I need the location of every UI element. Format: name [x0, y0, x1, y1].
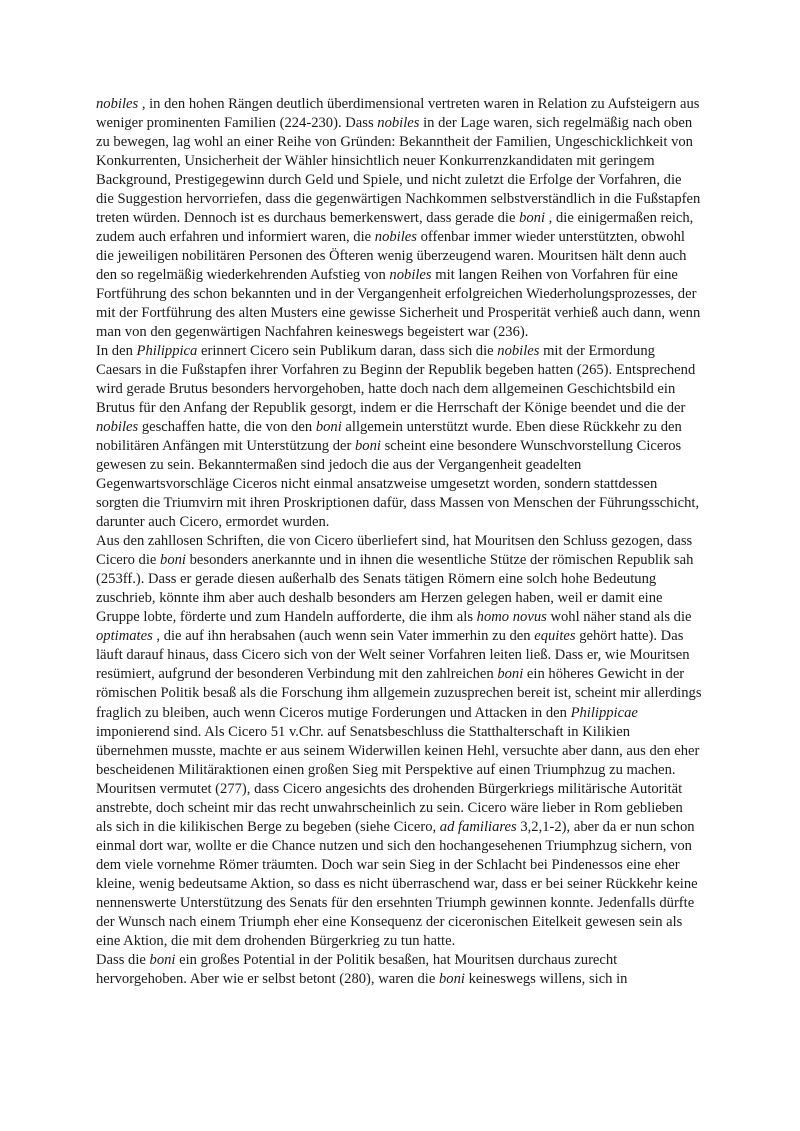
italic-term: nobiles	[377, 115, 420, 132]
italic-term: homo novus	[476, 609, 547, 626]
text-run: mit der Ermordung Caesars in die Fußstapfen ihrer Vorfahren zu Beginn der Republik begeben hatten (265). Entsprechend wird gerade Brutus besonders hervorgehoben, hatte doch nach dem allgemeinen Geschichtsbild ein Brutus für den Anfang der Republik gesorgt, indem er die Herrschaft der Könige beendet und die der	[96, 343, 696, 417]
text-run: , die auf ihn herabsahen (auch wenn sein Vater immerhin zu den	[152, 628, 535, 645]
text-run: imponierend sind. Als Cicero 51 v.Chr. auf Senatsbeschluss die Statthalterschaft in Kilikien übernehmen musste, machte er aus seinem Widerwillen keinen Hehl, versuchte aber dann, aus den eher bescheidenen Militäraktionen einen großen Sieg mit Perspektive auf einen Triumphzug zu machen. Mouritsen vermutet (277), dass Cicero angesichts des drohenden Bürgerkriegs militärische Autorität anstrebte, doch scheint mir das recht unwahrscheinlich zu sein. Cicero wäre lieber in Rom geblieben als sich in die kilikischen Berge zu begeben (siehe Cicero,	[96, 723, 700, 835]
italic-term: nobiles	[96, 96, 139, 112]
document-page	[96, 95, 702, 989]
text-run: Aus den zahllosen Schriften, die von Cicero überliefert sind, hat Mouritsen den Schluss gezogen, dass Cicero die	[96, 533, 693, 569]
italic-term: boni	[354, 438, 381, 455]
text-run: offenbar immer wieder unterstützten, obwohl die jeweiligen nobilitären Personen des Öfteren wenig überzeugend waren. Mouritsen hält denn auch den so regelmäßig wiederkehrenden Aufstieg von	[96, 229, 687, 284]
italic-term: boni	[160, 552, 186, 569]
italic-term: Philippica	[136, 343, 198, 360]
text-run: in der Lage waren, sich regelmäßig nach oben zu bewegen, lag wohl an einer Reihe von Gründen: Bekanntheit der Familien, Ungeschicklichkeit von Konkurrenten, Unsicherheit der Wähler hinsichtlich neuer Konkurrenzkandidaten mit geringem Background, Prestigegewinn durch Geld und Spiele, und nicht zuletzt die Erfolge der Vorfahren, die die Suggestion hervorriefen, dass die gegenwärtigen Nachkommen selbstverständlich in die Fußstapfen treten würden. Dennoch ist es durchaus bemerkenswert, dass gerade die	[96, 115, 701, 227]
italic-term: Philippicae	[570, 704, 638, 721]
text-run: , in den hohen Rängen deutlich überdimensional vertreten waren in Relation zu Aufsteigern aus weniger prominenten Familien (224-230). Dass	[96, 96, 700, 132]
text-run: keineswegs willens, sich in	[464, 970, 628, 987]
italic-term: nobiles	[389, 267, 432, 284]
text-run: 3,2,1-2), aber da er nun schon einmal dort war, wollte er die Chance nutzen und sich den hochangesehenen Triumphzug sichern, von dem viele vornehme Römer träumten. Doch war sein Sieg in der Schlacht bei Pindenessos eine eher kleine, wenig bedeutsame Aktion, so dass es nicht überraschend war, dass er bei seiner Rückkehr keine nennenswerte Unterstützung des Senats für den ersehnten Triumph gewinnen konnte. Jedenfalls dürfte der Wunsch nach einem Triumph eher eine Konsequenz der ciceronischen Eitelkeit gewesen sein als eine Aktion, die mit dem drohenden Bürgerkrieg zu tun hatte.	[96, 818, 698, 949]
text-run: gehört hatte). Das läuft darauf hinaus, dass Cicero sich von der Welt seiner Vorfahren leiten ließ. Dass er, wie Mouritsen resümiert, aufgrund der besonderen Verbindung mit den zahlreichen	[96, 628, 690, 683]
italic-term: equites	[534, 628, 576, 645]
italic-term: boni	[438, 970, 465, 987]
paragraph-4	[96, 951, 702, 989]
italic-term: nobiles	[374, 229, 417, 246]
text-run: scheint eine besondere Wunschvorstellung Ciceros gewesen zu sein. Bekanntermaßen sind jedoch die aus der Vergangenheit geadelten Gegenwartsvorschläge Ciceros nicht einmal ansatzweise umgesetzt worden, sondern stattdessen sorgten die Triumvirn mit ihren Proskriptionen dafür, dass Massen von Menschen der Führungsschicht, darunter auch Cicero, ermordet wurden.	[96, 438, 700, 531]
text-run: geschaffen hatte, die von den	[138, 419, 316, 436]
text-run: allgemein unterstützt wurde. Eben diese Rückkehr zu den nobilitären Anfängen mit Unterstützung der	[96, 419, 682, 455]
paragraph-1	[96, 95, 702, 342]
italic-term: nobiles	[96, 419, 139, 436]
italic-term: boni	[149, 951, 176, 968]
italic-term: optimates	[96, 628, 153, 645]
text-run: Dass die	[96, 951, 150, 968]
paragraph-2	[96, 342, 702, 532]
text-run: In den	[96, 343, 137, 360]
text-run: mit langen Reihen von Vorfahren für eine Fortführung des schon bekannten und in der Vergangenheit erfolgreichen Wiederholungsprozesses, der mit der Fortführung des alten Musters eine gewisse Sicherheit und Prosperität verhieß auch dann, wenn man von den gegenwärtigen Nachfahren keineswegs begeistert war (236).	[96, 267, 701, 341]
italic-term: ad familiares	[439, 818, 517, 835]
text-run: ein großes Potential in der Politik besaßen, hat Mouritsen durchaus zurecht hervorgehoben. Aber wie er selbst betont (280), waren die	[96, 951, 618, 987]
italic-term: boni	[497, 666, 524, 683]
text-run: erinnert Cicero sein Publikum daran, dass sich die	[197, 343, 498, 360]
text-run: , die einigermaßen reich, zudem auch erfahren und informiert waren, die	[96, 210, 694, 246]
text-run: wohl näher stand als die	[546, 609, 692, 626]
italic-term: boni	[315, 419, 342, 436]
italic-term: nobiles	[497, 343, 540, 360]
paragraph-3	[96, 532, 702, 950]
text-run: ein höheres Gewicht in der römischen Politik besaß als die Forschung ihm allgemein zuzusprechen bereit ist, scheint mir allerdings fraglich zu bleiben, auch wenn Ciceros mutige Forderungen und Attacken in den	[96, 666, 702, 721]
text-run: besonders anerkannte und in ihnen die wesentliche Stütze der römischen Republik sah (253ff.). Dass er gerade diesen außerhalb des Senats tätigen Römern eine solch hohe Bedeutung zuschrieb, könnte ihm aber auch deshalb besonders am Herzen gelegen haben, weil er damit eine Gruppe lobte, förderte und zum Handeln aufforderte, die ihm als	[96, 552, 694, 626]
italic-term: boni	[519, 210, 546, 227]
